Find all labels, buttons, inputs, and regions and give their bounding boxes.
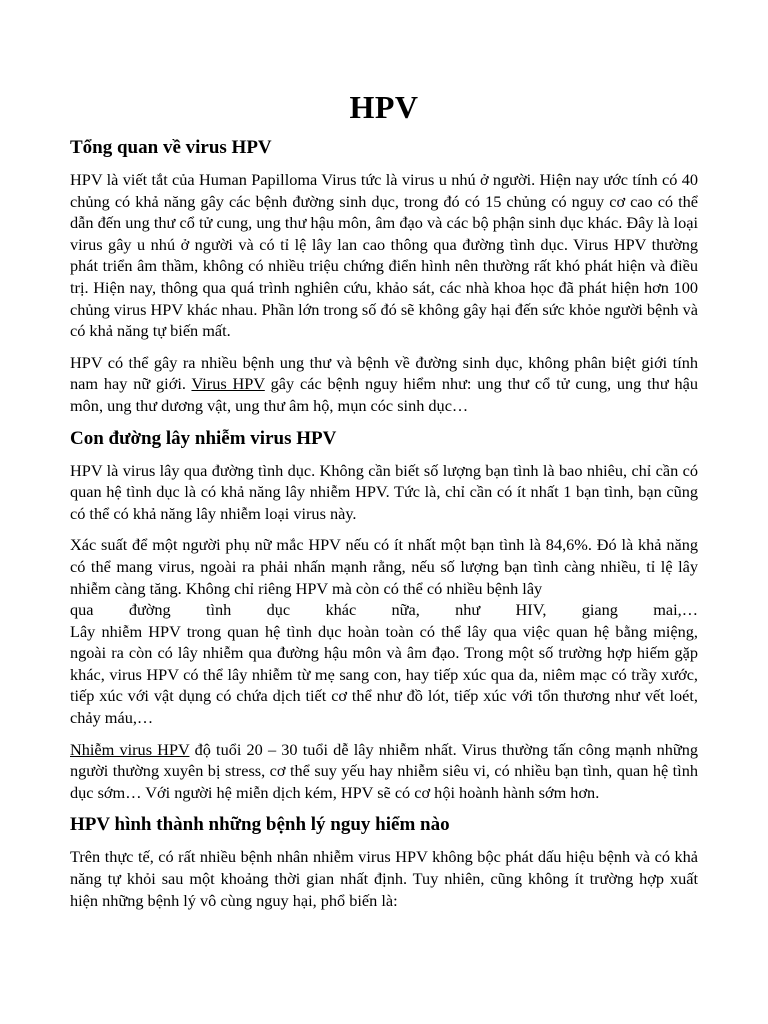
paragraph-text: HPV có thể gây ra nhiều bệnh ung thư và bệnh về đường sinh dục, không phân biệt giới tính nam hay nữ giới. — [70, 352, 698, 394]
virus-hpv-link[interactable]: Virus HPV — [191, 374, 265, 394]
paragraph-text: gây các bệnh nguy hiểm như: ung thư cổ tử cung, ung thư hậu môn, ung thư dương vật, ung thư âm hộ, mụn cóc sinh dục… — [70, 374, 698, 415]
paragraph-overview-1: HPV là viết tắt của Human Papilloma Virus tức là virus u nhú ở người. Hiện nay ước tính có 40 chủng có khả năng gây các bệnh đường sinh dục, trong đó có 15 chủng có nguy cơ cao có thể dẫn đến ung thư cổ tử cung, ung thư hậu môn, âm đạo và các bộ phận sinh dục khác. Đây là loại virus gây u nhú ở người và có tỉ lệ lây lan cao thông qua đường tình dục. Virus HPV thường phát triển âm thầm, không có nhiều triệu chứng điển hình nên thường rất khó phát hiện và điều trị. Hiện nay, thông qua quá trình nghiên cứu, khảo sát, các nhà khoa học đã phát hiện hơn 100 chủng virus HPV khác nhau. Phần lớn trong số đó sẽ không gây hại đến sức khỏe người bệnh và có khả năng tự biến mất. — [70, 170, 698, 341]
paragraph-transmission-3 — [70, 739, 698, 804]
paragraph-forced-line: qua đường tình dục khác nữa, như HIV, giang mai,… — [70, 600, 698, 620]
paragraph-transmission-2 — [70, 534, 698, 728]
paragraph-diseases-1: Trên thực tế, có rất nhiều bệnh nhân nhiễm virus HPV không bộc phát dấu hiệu bệnh và có khả năng tự khỏi sau một khoảng thời gian nhất định. Tuy nhiên, cũng không ít trường hợp xuất hiện những bệnh lý vô cùng nguy hại, phổ biến là: — [70, 847, 698, 910]
section-heading-diseases: HPV hình thành những bệnh lý nguy hiểm nào — [70, 814, 450, 836]
document-page — [70, 0, 698, 911]
nhiem-virus-hpv-link[interactable]: Nhiễm virus HPV — [70, 739, 190, 759]
section-heading-overview: Tổng quan về virus HPV — [70, 137, 272, 158]
paragraph-transmission-1: HPV là virus lây qua đường tình dục. Không cần biết số lượng bạn tình là bao nhiêu, chỉ cần có quan hệ tình dục là có khả năng lây nhiễm HPV. Tức là, chỉ cần có ít nhất 1 bạn tình, bạn cũng có thể có khả năng lây nhiễm loại virus này. — [70, 460, 698, 523]
document-title: HPV — [349, 89, 419, 125]
section-heading-transmission: Con đường lây nhiễm virus HPV — [70, 427, 337, 449]
paragraph-text: Xác suất để một người phụ nữ mắc HPV nếu có ít nhất một bạn tình là 84,6%. Đó là khả năng có thể mang virus, ngoài ra phải nhấn mạnh rằng, nếu số lượng bạn tình càng nhiều, tỉ lệ lây nhiễm càng tăng. Không chỉ riêng HPV mà còn có thể có nhiều bệnh lây — [70, 535, 698, 598]
paragraph-overview-2 — [70, 352, 698, 417]
paragraph-text: độ tuổi 20 – 30 tuổi dễ lây nhiễm nhất. Virus thường tấn công mạnh những người thường xuyên bị stress, cơ thể suy yếu hay nhiễm siêu vi, có nhiều bạn tình, quan hệ tình dục sớm… Với người hệ miễn dịch kém, HPV sẽ có cơ hội hoành hành sớm hơn. — [70, 739, 698, 802]
paragraph-text: Lây nhiễm HPV trong quan hệ tình dục hoàn toàn có thể lây qua việc quan hệ bằng miệng, ngoài ra còn có lây nhiễm qua đường hậu môn và âm đạo. Trong một số trường hợp hiếm gặp khác, virus HPV có thể lây nhiễm từ mẹ sang con, hay tiếp xúc qua da, niêm mạc có trầy xước, tiếp xúc với vật dụng có chứa dịch tiết cơ thể như đồ lót, tiếp xúc với tổn thương như vết loét, chảy máu,… — [70, 621, 698, 728]
